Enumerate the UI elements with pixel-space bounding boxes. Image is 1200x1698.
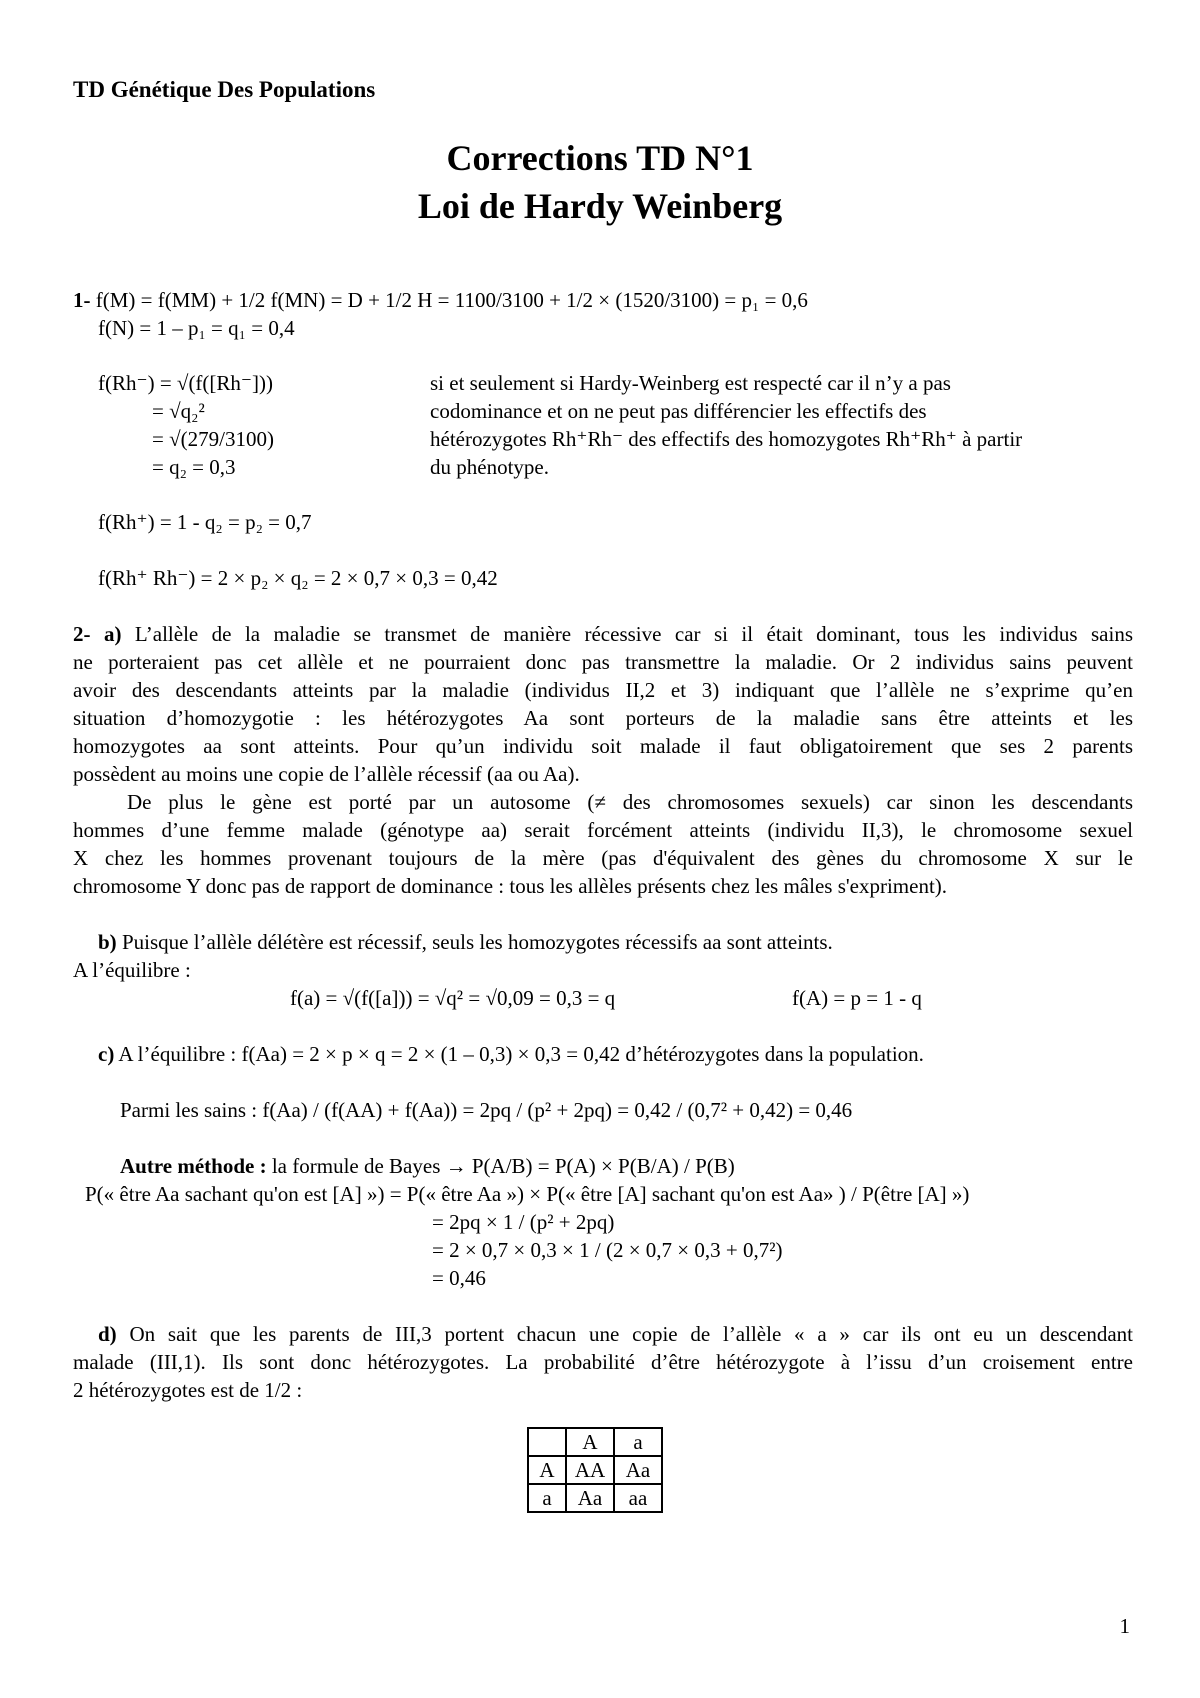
bayes-line-1: P(« être Aa sachant qu'on est [A] ») = P(« être Aa ») × P(« être [A] sachant qu'on est Aa» ) / P(être [A] ») (85, 1182, 970, 1206)
punnett-row (528, 1456, 662, 1484)
q2a-line-5: homozygotes aa sont atteints. Pour qu’un individu soit malade il faut obligatoirement que ses 2 parents (73, 734, 1133, 758)
q2a-line-3: avoir des descendants atteints par la maladie (individus II,2 et 3) indiquant que l’allèle ne s’exprime qu’en (73, 678, 1133, 702)
rh-het-eq: f(Rh⁺ Rh⁻) = 2 × p₂ × q₂ = 2 × 0,7 × 0,3 = 0,42 (98, 566, 498, 590)
q2b-text: Puisque l’allèle délétère est récessif, seuls les homozygotes récessifs aa sont atteints. (116, 930, 833, 954)
q2c-number: c) (98, 1042, 115, 1066)
q2c-line (98, 1040, 924, 1068)
punnett-row (528, 1484, 662, 1512)
q2a-line-9: X chez les hommes provenant toujours de la mère (pas d'équivalent des gènes du chromosome X sur le (73, 846, 1133, 870)
punnett-header-cell: a (614, 1428, 662, 1456)
punnett-header-cell: A (566, 1428, 614, 1456)
q2c-text: A l’équilibre : f(Aa) = 2 × p × q = 2 × (1 – 0,3) × 0,3 = 0,42 d’hétérozygotes dans la population. (114, 1042, 924, 1066)
q2a-line-8: hommes d’une femme malade (génotype aa) serait forcément atteints (individu II,3), le chromosome sexuel (73, 818, 1133, 842)
q2b-number: b) (98, 930, 117, 954)
rh-note-1: si et seulement si Hardy-Weinberg est respecté car il n’y a pas (430, 371, 951, 395)
q2b-eq-fA: f(A) = p = 1 - q (792, 986, 922, 1010)
punnett-header-row (528, 1428, 662, 1456)
rh-note-3: hétérozygotes Rh⁺Rh⁻ des effectifs des homozygotes Rh⁺Rh⁺ à partir (430, 427, 1023, 451)
page-number: 1 (1119, 1614, 1130, 1638)
rh-minus-eq-2: = √q₂² (152, 399, 205, 423)
autre-methode-label: Autre méthode : (120, 1154, 267, 1178)
rh-note-4: du phénotype. (430, 455, 549, 479)
title-line-2: Loi de Hardy Weinberg (417, 186, 783, 226)
q2a-paragraph (73, 620, 1133, 900)
q2a-line-10: chromosome Y donc pas de rapport de dominance : tous les allèles présents chez les mâles s'expriment). (73, 874, 948, 898)
q2d-number: d) (98, 1322, 117, 1346)
q2b-line (98, 928, 833, 956)
q1-formula-m: f(M) = f(MM) + 1/2 f(MN) = D + 1/2 H = 1100/3100 + 1/2 × (1520/3100) = p₁ = 0,6 (90, 288, 808, 312)
q2a-line-7: De plus le gène est porté par un autosome (≠ des chromosomes sexuels) car sinon les descendants (127, 790, 1133, 814)
rh-minus-eq-4: = q₂ = 0,3 (152, 455, 236, 479)
rh-plus-eq: f(Rh⁺) = 1 - q₂ = p₂ = 0,7 (98, 510, 312, 534)
q2a-number: 2- a) (73, 622, 122, 646)
punnett-cell: aa (614, 1484, 662, 1512)
q2a-line-1-text: L’allèle de la maladie se transmet de manière récessive car si il était dominant, tous les individus sains (121, 622, 1133, 646)
bayes-line-3: = 2 × 0,7 × 0,3 × 1 / (2 × 0,7 × 0,3 + 0,7²) (432, 1238, 783, 1262)
q2c-sains: Parmi les sains : f(Aa) / (f(AA) + f(Aa)) = 2pq / (p² + 2pq) = 0,42 / (0,7² + 0,42) = 0,46 (120, 1098, 853, 1122)
autre-methode-text: la formule de Bayes → P(A/B) = P(A) × P(B/A) / P(B) (266, 1154, 735, 1178)
rh-minus-eq-1: f(Rh⁻) = √(f([Rh⁻])) (98, 371, 273, 395)
punnett-cell: Aa (614, 1456, 662, 1484)
punnett-cell: AA (566, 1456, 614, 1484)
q2d-line-1-text: On sait que les parents de III,3 portent chacun une copie de l’allèle « a » car ils ont eu un descendant (116, 1322, 1133, 1346)
q2a-line-4: situation d’homozygotie : les hétérozygotes Aa sont porteurs de la maladie sans être atteints et les (73, 706, 1133, 730)
rh-minus-eq-3: = √(279/3100) (152, 427, 274, 451)
document-header: TD Génétique Des Populations (73, 77, 376, 102)
punnett-square (527, 1427, 663, 1513)
q2a-line-1 (73, 620, 1133, 648)
punnett-row-header: a (528, 1484, 566, 1512)
title-line-1: Corrections TD N°1 (446, 138, 754, 178)
q2a-line-6: possèdent au moins une copie de l’allèle récessif (aa ou Aa). (73, 762, 580, 786)
punnett-cell: Aa (566, 1484, 614, 1512)
q1-line-1 (73, 286, 808, 314)
q1-number: 1- (73, 288, 91, 312)
q2c-autre-methode (120, 1152, 735, 1180)
q1-formula-n: f(N) = 1 – p₁ = q₁ = 0,4 (98, 316, 295, 340)
q2d-line-3: 2 hétérozygotes est de 1/2 : (73, 1378, 303, 1402)
bayes-line-2: = 2pq × 1 / (p² + 2pq) (432, 1210, 615, 1234)
q2d-line-2: malade (III,1). Ils sont donc hétérozygotes. La probabilité d’être hétérozygote à l’issu d’un croisement entre (73, 1350, 1133, 1374)
q2d-line-1 (73, 1320, 1133, 1348)
bayes-line-4: = 0,46 (432, 1266, 486, 1290)
rh-note-2: codominance et on ne peut pas différencier les effectifs des (430, 399, 927, 423)
punnett-corner-cell (528, 1428, 566, 1456)
q2d-paragraph (73, 1320, 1133, 1404)
q2a-line-2: ne porteraient pas cet allèle et ne pourraient donc pas transmettre la maladie. Or 2 individus sains peuvent (73, 650, 1133, 674)
punnett-row-header: A (528, 1456, 566, 1484)
q2b-equilibre-label: A l’équilibre : (73, 958, 191, 982)
q2b-eq-fa: f(a) = √(f([a])) = √q² = √0,09 = 0,3 = q (290, 986, 616, 1010)
